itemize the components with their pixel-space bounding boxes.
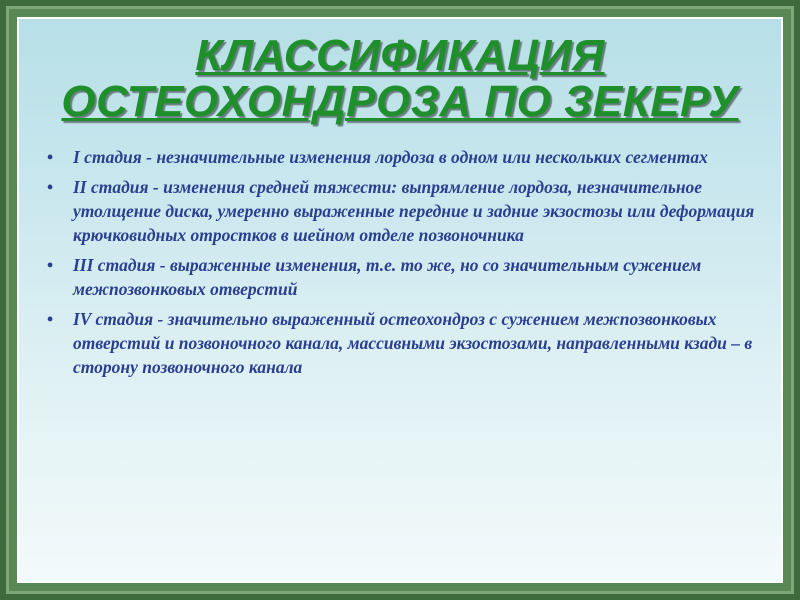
stage-item-4: [47, 307, 765, 379]
stage-item-text: II стадия - изменения средней тяжести: выпрямление лордоза, незначительное утолщение диска, умеренно выраженные передние и задние экзостозы или деформация крючковидных отростков в шейном отделе позвоночника: [73, 177, 755, 245]
stage-item-2: [47, 175, 765, 247]
stage-item-text: I стадия - незначительные изменения лордоза в одном или нескольких сегментах: [73, 147, 708, 167]
stage-item-text: IV стадия - значительно выраженный остеохондроз с сужением межпозвонковых отверстий и позвоночного канала, массивными экзостозами, направленными кзади – в сторону позвоночного канала: [73, 309, 753, 377]
bullet-icon: •: [47, 177, 54, 197]
stage-item-1: [47, 145, 765, 169]
stage-item-3: [47, 253, 765, 301]
slide: [17, 17, 783, 583]
slide-title: [19, 33, 781, 125]
slide-title-line-2: ОСТЕОХОНДРОЗА ПО ЗЕКЕРУ: [61, 77, 739, 126]
bullet-icon: •: [47, 255, 54, 275]
stage-list: [47, 145, 765, 385]
slide-title-line-1: КЛАССИФИКАЦИЯ: [195, 31, 605, 80]
stage-item-text: III стадия - выраженные изменения, т.е. то же, но со значительным сужением межпозвонковых отверстий: [73, 255, 702, 299]
bullet-icon: •: [47, 309, 54, 329]
bullet-icon: •: [47, 147, 54, 167]
